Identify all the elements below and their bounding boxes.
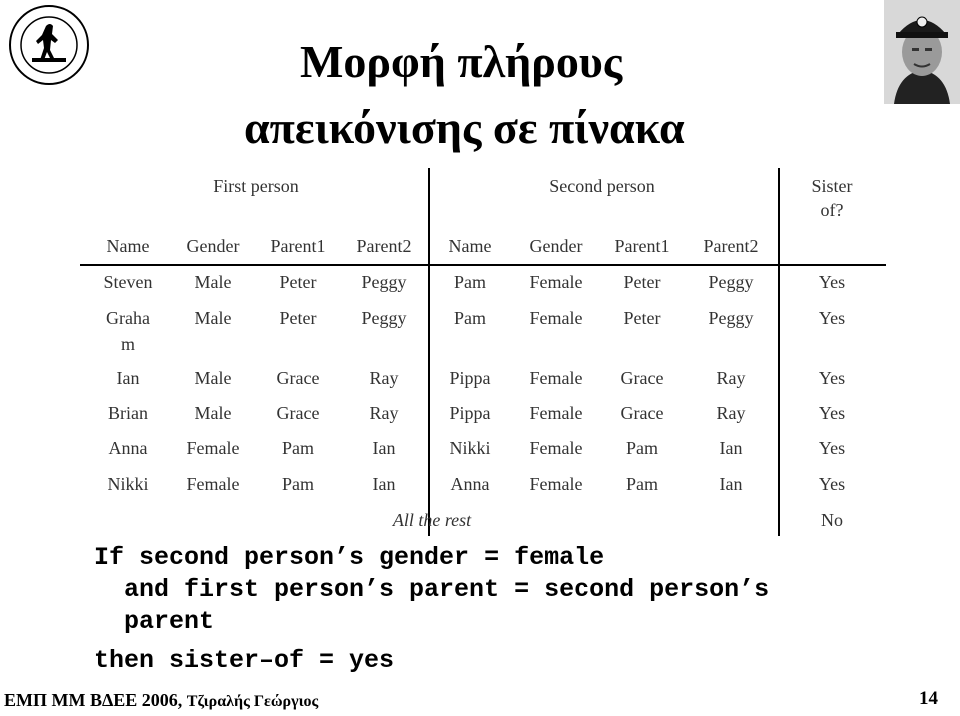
table-cell: Pam <box>625 474 659 494</box>
table-cell: Grace <box>620 368 664 388</box>
table-cell: Peggy <box>361 308 407 328</box>
table-cell: Peggy <box>361 272 407 292</box>
table-cell: Pam <box>625 438 659 458</box>
table-cell: Yes <box>818 438 846 458</box>
table-cell: Ray <box>716 403 746 423</box>
table-cell: Ian <box>372 438 396 458</box>
table-cell: Yes <box>818 308 846 328</box>
table-cell: Anna <box>450 474 490 494</box>
rule-line-2: and first person’s parent = second person’s <box>94 575 770 604</box>
table-cell: Pam <box>281 474 315 494</box>
footer-credit <box>4 690 318 711</box>
table-cell: Nikki <box>107 474 149 494</box>
table-cell: Yes <box>818 272 846 292</box>
table-cell: Pam <box>453 308 487 328</box>
table-cell: Ian <box>719 474 743 494</box>
page-number: 14 <box>919 688 938 709</box>
table-cell: Male <box>194 308 232 328</box>
table-cell: Grace <box>620 403 664 423</box>
table-cell: Ian <box>372 474 396 494</box>
table-cell: Peter <box>623 308 661 328</box>
table-cell: Peggy <box>708 308 754 328</box>
table-cell: Nikki <box>449 438 491 458</box>
table-cell: Ray <box>716 368 746 388</box>
table-cell: Ray <box>369 403 399 423</box>
footer-main: ΕΜΠ ΜΜ ΒΔΕΕ 2006, <box>4 690 183 710</box>
table-cell: Graha <box>106 308 150 328</box>
column-header: Parent1 <box>614 236 670 256</box>
miner-portrait <box>884 0 960 104</box>
table-cell: Peter <box>279 272 317 292</box>
column-header: Parent2 <box>356 236 412 256</box>
rule-line-4: then sister–of = yes <box>94 646 395 675</box>
column-header: Parent1 <box>270 236 326 256</box>
table-cell: Male <box>194 272 232 292</box>
table-cell: Pam <box>453 272 487 292</box>
row-wrap-text: m <box>120 334 136 354</box>
table-cell: Pippa <box>449 368 491 388</box>
group-header-sister-line1: Sister <box>811 176 853 196</box>
table-cell: Female <box>186 474 240 494</box>
table-cell: Female <box>529 438 583 458</box>
table-cell: Pam <box>281 438 315 458</box>
footer-author: Τζιραλής Γεώργιος <box>186 693 319 710</box>
table-cell: Brian <box>108 403 148 423</box>
table-cell: Steven <box>103 272 153 292</box>
group-header-first-person: First person <box>213 176 299 196</box>
table-cell: Female <box>529 308 583 328</box>
column-header: Gender <box>186 236 240 256</box>
table-cell: Female <box>529 474 583 494</box>
rule-line-3: parent <box>94 607 215 636</box>
table-cell: Yes <box>818 368 846 388</box>
rest-value: No <box>821 510 843 530</box>
table-header-rule <box>80 264 886 266</box>
table-cell: Peter <box>279 308 317 328</box>
table-cell: Female <box>529 368 583 388</box>
polytechnic-seal-logo <box>8 4 90 86</box>
group-header-second-person: Second person <box>549 176 655 196</box>
column-header: Name <box>448 236 492 256</box>
rule-line-1: If second person’s gender = female <box>94 543 605 572</box>
table-cell: Female <box>529 272 583 292</box>
table-cell: Grace <box>276 403 320 423</box>
rest-label: All the rest <box>392 510 472 530</box>
table-cell: Male <box>194 403 232 423</box>
table-cell: Male <box>194 368 232 388</box>
table-cell: Anna <box>108 438 148 458</box>
table-cell: Female <box>529 403 583 423</box>
column-header: Gender <box>529 236 583 256</box>
table-cell: Pippa <box>449 403 491 423</box>
table-divider-vertical-first <box>428 168 430 536</box>
table-cell: Peter <box>623 272 661 292</box>
table-cell: Yes <box>818 403 846 423</box>
table-cell: Yes <box>818 474 846 494</box>
table-cell: Ian <box>116 368 140 388</box>
column-header: Name <box>106 236 150 256</box>
table-cell: Ray <box>369 368 399 388</box>
table-cell: Grace <box>276 368 320 388</box>
table-cell: Peggy <box>708 272 754 292</box>
table-divider-vertical-second <box>778 168 780 536</box>
column-header: Parent2 <box>703 236 759 256</box>
table-cell: Ian <box>719 438 743 458</box>
group-header-sister-line2: of? <box>820 200 844 220</box>
table-cell: Female <box>186 438 240 458</box>
